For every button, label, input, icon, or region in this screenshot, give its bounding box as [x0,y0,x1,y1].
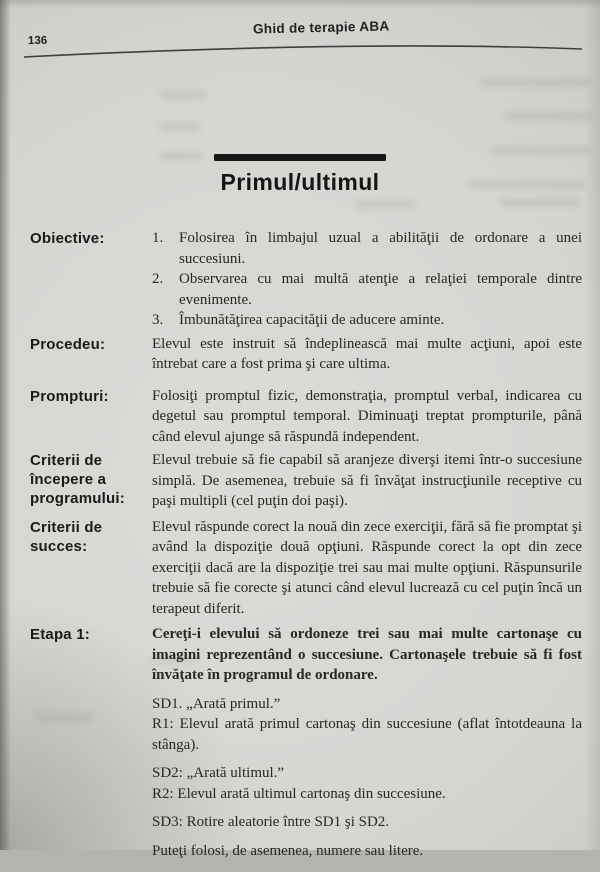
bleed-through-smudge [480,78,590,87]
list-item [152,310,582,331]
section-text: Elevul răspunde corect la nouă din zece exerciţii, fără să fie promptat şi având la dispoziţie două opţiuni. Răspunde corect la opt din zece exerciţii dacă are la dispoziţie trei sau mai multe opţiuni. Răspunsurile trebuie să fie corecte şi atunci când elevul lucrează cu cel puţin încă un terapeut diferit. [152,518,582,617]
sd1-block [152,694,582,756]
bleed-through-smudge [505,112,593,121]
bleed-through-smudge [160,152,202,161]
sd2-line: SD2: „Arată ultimul.” [152,765,285,781]
etapa-lead-paragraph: Cereţi-i elevului să ordoneze trei sau mai multe cartonaşe cu imagini reprezentând o succesiune. Cartonaşele trebuie să fi fost învăţate în programul de ordonare. [152,626,582,683]
list-item-number: 3. [152,312,164,328]
section-etapa-1 [30,624,582,861]
bleed-through-smudge [355,200,415,209]
section-obiective [30,228,582,331]
section-label: Criterii de începere a programului: [30,452,125,507]
page-title: Primul/ultimul [220,169,380,195]
header-rule [0,0,600,80]
section-label: Obiective: [30,230,105,247]
list-item-text: Folosirea în limbajul uzual a abilităţii de ordonare a unei succesiuni. [179,230,582,267]
title-bar [214,154,386,161]
sd3-line: SD3: Rotire aleatorie între SD1 şi SD2. [152,814,390,830]
section-procedeu [30,334,582,375]
list-item [152,269,582,310]
bleed-through-smudge [500,198,580,207]
list-item-text: Observarea cu mai multă atenţie a relaţiei temporale dintre evenimente. [179,271,582,308]
section-label: Etapa 1: [30,626,90,643]
list-item [152,228,582,269]
section-text: Elevul este instruit să îndeplinească mai multe acţiuni, apoi este întrebat care a fost prima şi care ultima. [152,335,582,372]
list-item-number: 1. [152,230,164,246]
bleed-through-smudge [160,90,206,99]
list-item-number: 2. [152,271,164,287]
page-content [30,228,582,872]
r2-line: R2: Elevul arată ultimul cartonaş din succesiune. [152,785,446,802]
section-criterii-succes [30,517,582,620]
section-label: Criterii de succes: [30,518,103,555]
section-label: Procedeu: [30,335,106,353]
sd3-block [152,812,582,833]
bleed-through-smudge [160,122,200,131]
running-head-book-title: Ghid de terapie ABA [252,18,390,37]
list-item-text: Îmbunătăţirea capacităţii de aducere aminte. [179,312,445,328]
objectives-list [152,228,582,331]
section-text: Elevul trebuie să fie capabil să aranjeze diverşi itemi într-o succesiune simplă. De asemenea, trebuie să fi învăţat instrucţiunile receptive cu paşi multipli (cel puţin doi paşi). [152,452,582,509]
note-line: Puteţi folosi, de asemenea, numere sau litere. [152,842,424,859]
section-prompturi [30,386,582,448]
sd1-line: SD1. „Arată primul.” [152,695,281,712]
page-number: 136 [27,34,48,48]
note-block [152,841,582,862]
section-label: Prompturi: [30,387,109,405]
section-criterii-incepere [30,450,582,512]
sd2-block [152,763,582,804]
bleed-through-smudge [490,146,590,155]
section-text: Folosiţi promptul fizic, demonstraţia, promptul verbal, indicarea cu degetul sau promptul temporal. Diminuaţi treptat prompturile, până când elevul ajunge să răspundă independent. [152,387,582,445]
r1-line: R1: Elevul arată primul cartonaş din succesiune (aflat întotdeauna la stânga). [152,716,582,753]
